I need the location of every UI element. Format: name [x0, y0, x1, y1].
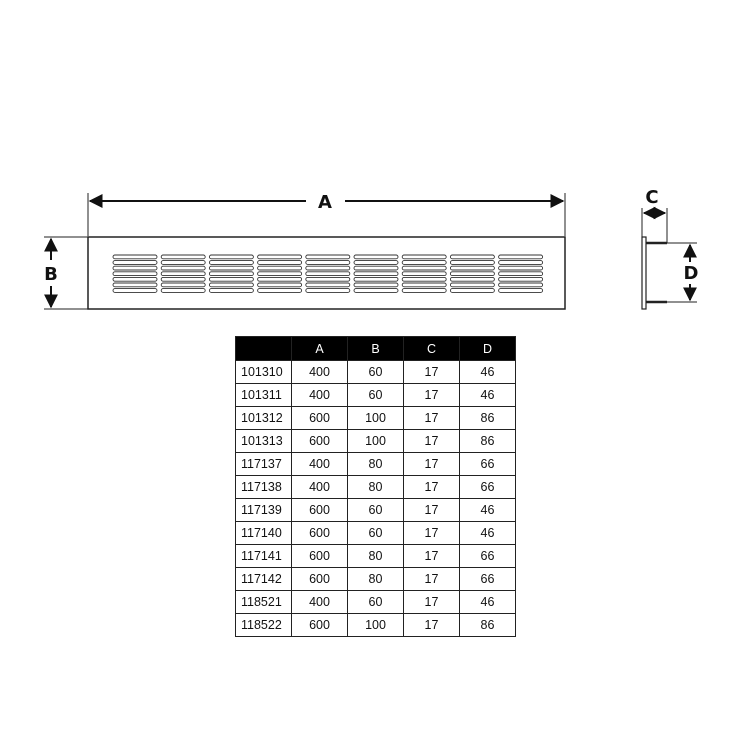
dimension-value-cell: 66 [460, 453, 516, 476]
side-view [642, 187, 698, 309]
table-header-cell [236, 337, 292, 361]
dimension-b-label: B [44, 264, 58, 285]
vent-slot [306, 283, 350, 287]
vent-slot [306, 272, 350, 276]
dimension-value-cell: 17 [404, 614, 460, 637]
article-number-cell: 117141 [236, 545, 292, 568]
table-row [236, 499, 516, 522]
dimension-value-cell: 66 [460, 545, 516, 568]
dimension-value-cell: 17 [404, 476, 460, 499]
dimension-value-cell: 66 [460, 476, 516, 499]
vent-slot [402, 283, 446, 287]
vent-slot [209, 266, 253, 270]
table-row [236, 361, 516, 384]
dimension-value-cell: 80 [348, 568, 404, 591]
article-number-cell: 101310 [236, 361, 292, 384]
vent-slot [402, 261, 446, 265]
vent-slot [402, 289, 446, 293]
vent-slot [499, 289, 543, 293]
vent-slot [306, 255, 350, 259]
vent-slot [450, 289, 494, 293]
vent-slot [113, 266, 157, 270]
vent-slot [258, 272, 302, 276]
vent-slot [161, 283, 205, 287]
table-header-row [236, 337, 516, 361]
vent-slot [258, 289, 302, 293]
vent-slot [354, 277, 398, 281]
dimension-value-cell: 17 [404, 522, 460, 545]
dimension-value-cell: 600 [292, 614, 348, 637]
vent-slot [306, 289, 350, 293]
dimension-value-cell: 46 [460, 384, 516, 407]
dimension-value-cell: 400 [292, 361, 348, 384]
dimension-value-cell: 400 [292, 591, 348, 614]
vent-slot [113, 255, 157, 259]
table-row [236, 591, 516, 614]
dimension-value-cell: 600 [292, 430, 348, 453]
vent-slot [113, 277, 157, 281]
vent-slot [161, 272, 205, 276]
vent-slot [209, 277, 253, 281]
vent-slot [113, 289, 157, 293]
table-body [236, 361, 516, 637]
dimension-value-cell: 60 [348, 499, 404, 522]
dimension-c-label: C [645, 187, 659, 208]
vent-slot [209, 261, 253, 265]
vent-slot [258, 255, 302, 259]
dimension-value-cell: 600 [292, 545, 348, 568]
dimensions-table [235, 336, 516, 637]
dimension-value-cell: 60 [348, 522, 404, 545]
vent-slot [161, 266, 205, 270]
dimension-value-cell: 66 [460, 568, 516, 591]
vent-slot [161, 277, 205, 281]
side-profile-plate [642, 237, 646, 309]
vent-slot [450, 283, 494, 287]
table-row [236, 522, 516, 545]
dimension-value-cell: 60 [348, 384, 404, 407]
vent-slot [450, 255, 494, 259]
vent-slot [113, 272, 157, 276]
vent-slot [113, 283, 157, 287]
dimension-value-cell: 46 [460, 522, 516, 545]
vent-slot [499, 255, 543, 259]
vent-slot [209, 289, 253, 293]
dimension-value-cell: 600 [292, 568, 348, 591]
article-number-cell: 117138 [236, 476, 292, 499]
vent-slot [450, 277, 494, 281]
dimension-value-cell: 600 [292, 499, 348, 522]
dimension-value-cell: 17 [404, 384, 460, 407]
dimension-value-cell: 17 [404, 499, 460, 522]
article-number-cell: 118522 [236, 614, 292, 637]
table-row [236, 384, 516, 407]
dimension-value-cell: 600 [292, 407, 348, 430]
dimension-value-cell: 400 [292, 476, 348, 499]
article-number-cell: 101312 [236, 407, 292, 430]
table-row [236, 430, 516, 453]
vent-slot [450, 261, 494, 265]
dimension-value-cell: 80 [348, 545, 404, 568]
dimension-value-cell: 100 [348, 614, 404, 637]
dimension-value-cell: 400 [292, 384, 348, 407]
vent-slot [258, 261, 302, 265]
article-number-cell: 117142 [236, 568, 292, 591]
dimension-value-cell: 17 [404, 453, 460, 476]
dimension-value-cell: 60 [348, 361, 404, 384]
dimension-value-cell: 17 [404, 361, 460, 384]
vent-slot [258, 277, 302, 281]
table-row [236, 476, 516, 499]
dimension-value-cell: 17 [404, 568, 460, 591]
dimension-value-cell: 400 [292, 453, 348, 476]
vent-slot [306, 277, 350, 281]
article-number-cell: 117139 [236, 499, 292, 522]
vent-slot [450, 272, 494, 276]
vent-slot [306, 266, 350, 270]
table-header-cell: A [292, 337, 348, 361]
vent-slot [354, 289, 398, 293]
vent-slot [402, 272, 446, 276]
vent-slot [306, 261, 350, 265]
dimension-d-label: D [683, 263, 699, 284]
dimension-value-cell: 80 [348, 476, 404, 499]
dimension-value-cell: 17 [404, 545, 460, 568]
vent-slots [113, 255, 543, 292]
table-row [236, 407, 516, 430]
front-view [44, 192, 565, 309]
table-row [236, 568, 516, 591]
dimension-value-cell: 17 [404, 407, 460, 430]
vent-slot [354, 272, 398, 276]
dimension-value-cell: 100 [348, 430, 404, 453]
dimension-value-cell: 46 [460, 591, 516, 614]
vent-slot [113, 261, 157, 265]
vent-slot [354, 255, 398, 259]
table-header-cell: C [404, 337, 460, 361]
vent-slot [499, 266, 543, 270]
dimension-value-cell: 60 [348, 591, 404, 614]
dimension-value-cell: 46 [460, 499, 516, 522]
article-number-cell: 101313 [236, 430, 292, 453]
table-row [236, 453, 516, 476]
vent-slot [402, 277, 446, 281]
vent-slot [499, 283, 543, 287]
table-row [236, 614, 516, 637]
table-header-cell: D [460, 337, 516, 361]
article-number-cell: 101311 [236, 384, 292, 407]
article-number-cell: 118521 [236, 591, 292, 614]
dimension-value-cell: 100 [348, 407, 404, 430]
vent-slot [209, 283, 253, 287]
dimension-value-cell: 86 [460, 407, 516, 430]
vent-slot [354, 266, 398, 270]
vent-slot [161, 289, 205, 293]
vent-slot [499, 277, 543, 281]
vent-slot [161, 261, 205, 265]
vent-slot [161, 255, 205, 259]
vent-slot [258, 266, 302, 270]
vent-slot [258, 283, 302, 287]
article-number-cell: 117140 [236, 522, 292, 545]
vent-slot [209, 272, 253, 276]
vent-slot [499, 261, 543, 265]
vent-slot [499, 272, 543, 276]
dimension-value-cell: 600 [292, 522, 348, 545]
vent-slot [450, 266, 494, 270]
article-number-cell: 117137 [236, 453, 292, 476]
dimension-value-cell: 80 [348, 453, 404, 476]
table-row [236, 545, 516, 568]
vent-slot [402, 255, 446, 259]
dimension-a-label: A [318, 192, 332, 213]
dimension-value-cell: 86 [460, 430, 516, 453]
vent-slot [354, 283, 398, 287]
dimension-value-cell: 17 [404, 591, 460, 614]
table-header-cell: B [348, 337, 404, 361]
vent-slot [209, 255, 253, 259]
vent-slot [354, 261, 398, 265]
dimension-value-cell: 17 [404, 430, 460, 453]
dimension-value-cell: 86 [460, 614, 516, 637]
vent-slot [402, 266, 446, 270]
dimension-value-cell: 46 [460, 361, 516, 384]
